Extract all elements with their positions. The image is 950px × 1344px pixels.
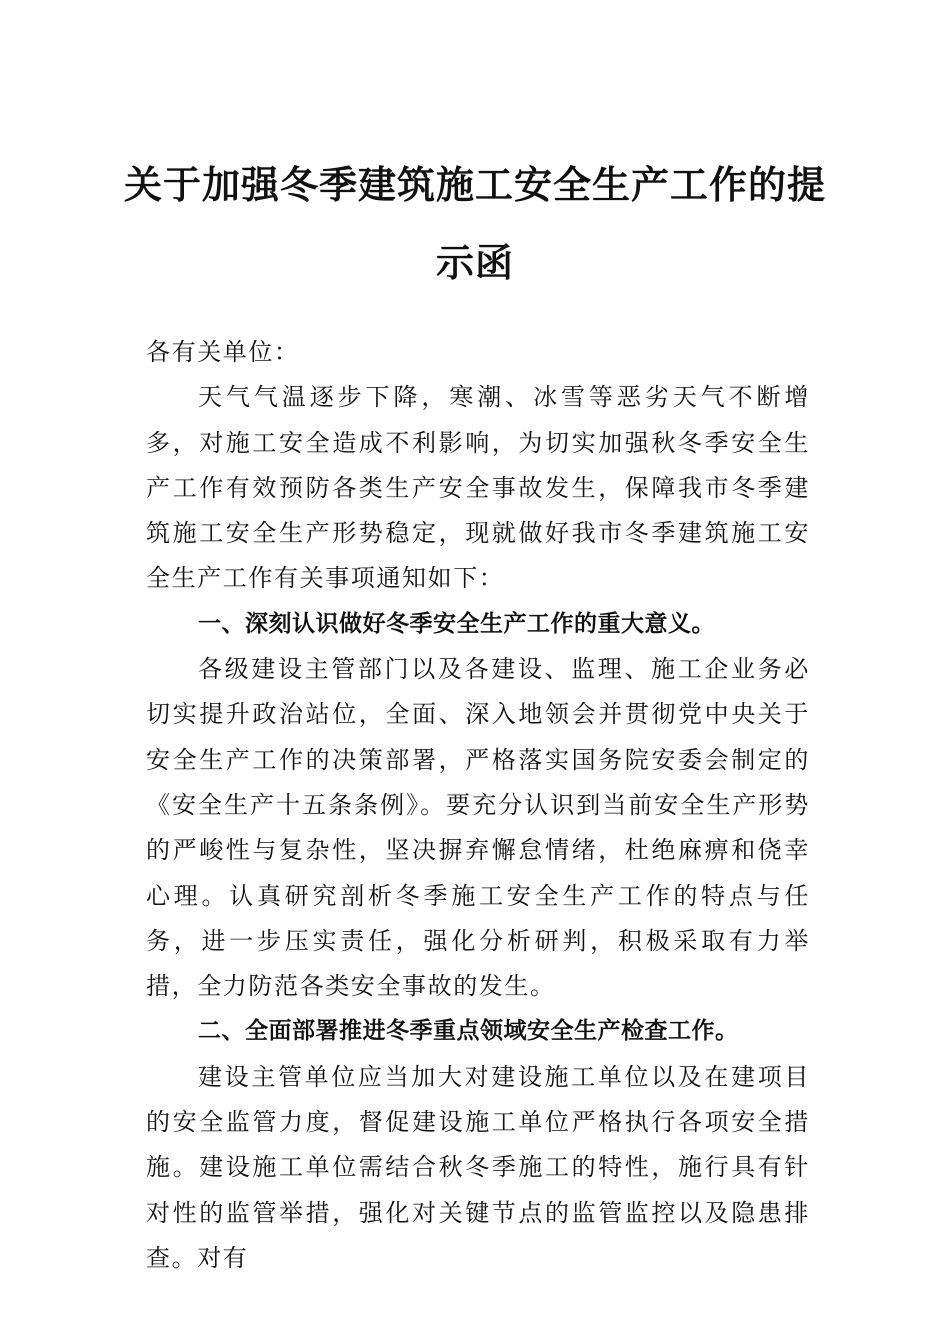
salutation: 各有关单位： — [146, 338, 300, 366]
document-title: 关于加强冬季建筑施工安全生产工作的提示函 — [123, 162, 826, 285]
paragraph-intro: 天气气温逐步下降，寒潮、冰雪等恶劣天气不断增多，对施工安全造成不利影响，为切实加强秋冬季安全生产工作有效预防各类生产安全事故发生，保障我市冬季建筑施工安全生产形势稳定，现就做好我市冬季建筑施工安全生产工作有关事项通知如下： — [146, 383, 810, 593]
section-heading-1: 一、深刻认识做好冬季安全生产工作的重大意义。 — [198, 610, 715, 637]
paragraph-section-1: 各级建设主管部门以及各建设、监理、施工企业务必切实提升政治站位，全面、深入地领会并贯彻党中央关于安全生产工作的决策部署，严格落实国务院安委会制定的《安全生产十五条条例》。要充分认识到当前安全生产形势的严峻性与复杂性，坚决摒弃懈怠情绪，杜绝麻痹和侥幸心理。认真研究剖析冬季施工安全生产工作的特点与任务，进一步压实责任，强化分析研判，积极采取有力举措，全力防范各类安全事故的发生。 — [146, 655, 810, 1001]
paragraph-section-2: 建设主管单位应当加大对建设施工单位以及在建项目的安全监管力度，督促建设施工单位严格执行各项安全措施。建设施工单位需结合秋冬季施工的特性，施行具有针对性的监管举措，强化对关键节点的监管监控以及隐患排查。对有 — [146, 1062, 810, 1272]
document-body — [146, 330, 810, 1281]
section-heading-2: 二、全面部署推进冬季重点领域安全生产检查工作。 — [198, 1018, 739, 1045]
